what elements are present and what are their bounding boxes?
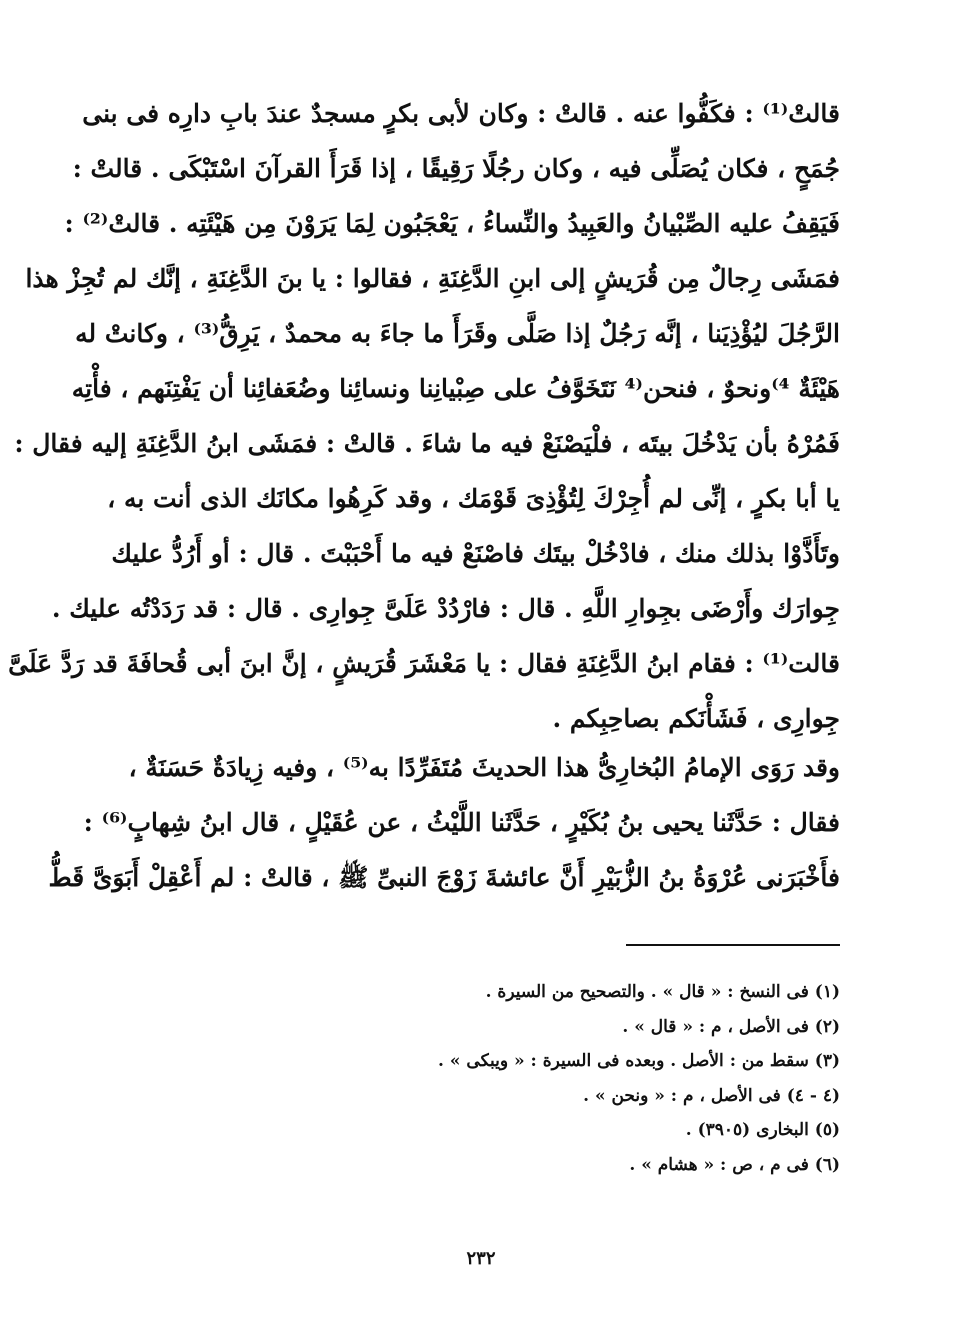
- page-number: ٢٣٢: [466, 1248, 496, 1269]
- footnote-item: (٦) فى م ، ص : « هشام » .: [629, 1154, 840, 1175]
- footnote-item: (٤ - ٤) فى الأصل ، م : « ونحن » .: [583, 1085, 840, 1106]
- footnotes-list: [400, 975, 840, 1183]
- text-line: جُمَحٍ ، فكان يُصَلِّى فيه ، وكان رجُلًا رَقِيقًا ، إذا قَرَأَ القرآنَ اسْتَبْكَى . قالتْ :: [72, 154, 840, 183]
- text-line: فَيَقِفُ عليه الصِّبْيانُ والعَبِيدُ والنِّساءُ ، يَعْجَبُون لِمَا يَرَوْنَ مِن هَيْئَتِه . قالتْ⁽²⁾ :: [64, 209, 840, 238]
- main-paragraph-1: [8, 86, 840, 746]
- footnote-item: (٣) سقط من : الأصل . وبعده فى السيرة : « ويبكى » .: [438, 1051, 840, 1072]
- text-line: الرَّجُلَ ليُؤْذِيَنا ، إنَّه رَجُلٌ إذا صَلَّى وقَرَأَ ما جاءَ به محمدٌ ، يَرِقُّ⁽³⁾ ، وكانتْ له: [75, 319, 840, 348]
- text-line: فقال : حَدَّثَنا يحيى بنُ بُكَيْرٍ ، حَدَّثَنا اللَّيْثُ ، عن عُقَيْلٍ ، قال ابنُ شِهابٍ⁽⁶⁾ :: [83, 808, 840, 837]
- text-line: جِوارِى ، فَشَأْنَكم بصاحِبِكم .: [552, 704, 840, 733]
- footnote-item: (٢) فى الأصل ، م : « قال » .: [622, 1016, 840, 1037]
- text-line: فَمُرْهُ بأن يَدْخُلَ بيتَه ، فلْيَصْنَعْ فيه ما شاءَ . قالتْ : فمَشَى ابنُ الدَّغِنَةِ إليه فقال :: [14, 429, 840, 458]
- main-paragraph-2: [48, 740, 840, 905]
- text-line: قالتْ⁽¹⁾ : فكَفُّوا عنه . قالتْ : وكان لأبى بكرٍ مسجدٌ عندَ بابِ دارِه فى بنى: [82, 99, 840, 128]
- text-line: يا أبا بكرٍ ، إنِّى لم أُجِرْكَ لِتُؤْذِىَ قَوْمَك ، وقد كَرِهُوا مكانَك الذى أنت به ،: [107, 484, 840, 513]
- text-line: هَيْئَةٌ ⁴⁾ونحوٌ ، فنحن⁽⁴ نَتَخَوَّفُ على صِبْيانِنا ونسائِنا وضُعَفائِنا أن يَفْتِنَهم ، فأْتِه: [71, 374, 840, 403]
- text-line: وقد رَوَى الإمامُ البُخارِىُّ هذا الحديثَ مُتَفَرِّدًا به⁽⁵⁾ ، وفيه زِيادَةٌ حَسَنَةٌ ،: [128, 753, 840, 782]
- text-line: فأَخْبَرَنى عُرْوَةُ بنُ الزُّبَيْرِ أَنَّ عائشةَ زَوْجَ النبىِّ ﷺ ، قالتْ : لم أَعْقِلْ أَبَوَىَّ قَطُّ: [48, 863, 840, 892]
- text-line: وتَأَذَّوْا بذلك منك ، فادْخُلْ بيتَك فاصْنَعْ فيه ما أَحْبَبْتَ . قال : أو أَرُدُّ عليك: [111, 539, 840, 568]
- text-line: قالت⁽¹⁾ : فقام ابنُ الدَّغِنَةِ فقال : يا مَعْشَرَ قُرَيشٍ ، إنَّ ابنَ أبى قُحافَةَ قد رَدَّ عَلَىَّ: [8, 649, 840, 678]
- footnote-item: (٥) البخارى (٣٩٠٥) .: [685, 1120, 840, 1141]
- footnote-divider: [626, 944, 840, 946]
- text-line: فمَشَى رِجالٌ مِن قُرَيشٍ إلى ابنِ الدَّغِنَةِ ، فقالوا : يا بنَ الدَّغِنَةِ ، إنَّك لم تُجِزْ هذا: [25, 264, 840, 293]
- text-line: جِوارَك وأَرْضَى بجِوارِ اللَّهِ . قال : فارْدُدْ عَلَىَّ جِوارِى . قال : قد رَدَدْتُه عليك .: [51, 594, 840, 623]
- footnote-item: (١) فى النسخ : « قال » . والتصحيح من السيرة .: [485, 982, 840, 1002]
